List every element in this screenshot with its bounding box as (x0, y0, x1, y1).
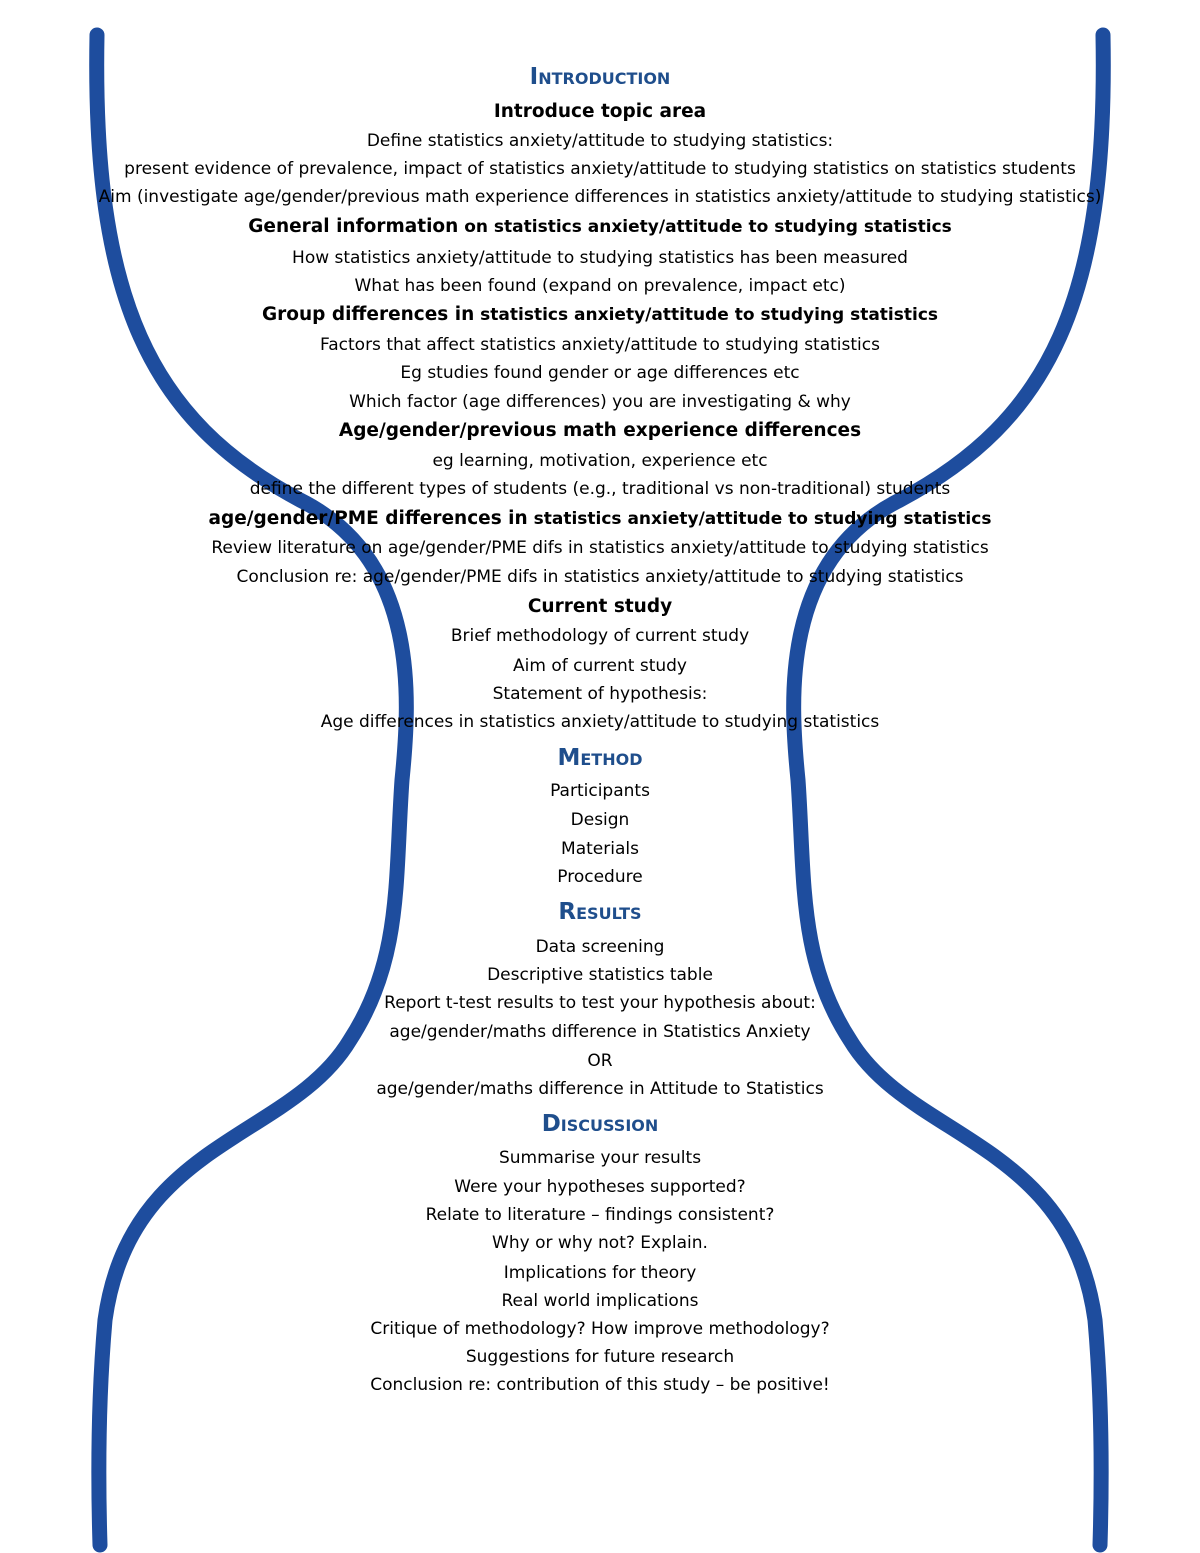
topic-area-heading: Introduce topic area (493, 101, 707, 122)
group-line: Eg studies found gender or age differences etc (400, 363, 800, 383)
method-line: Materials (561, 839, 639, 859)
method-heading: Method (557, 745, 643, 771)
pme-line: Review literature on age/gender/PME difs in statistics anxiety/attitude to studying statistics (211, 538, 989, 558)
group-heading-bold: Group differences in (261, 304, 475, 325)
current-line: Aim of current study (513, 656, 687, 676)
discussion-heading: Discussion (541, 1111, 659, 1137)
age-differences-heading: Age/gender/previous math experience differences (338, 420, 862, 441)
discussion-line: Critique of methodology? How improve methodology? (370, 1319, 830, 1339)
results-line: age/gender/maths difference in Statistics Anxiety (389, 1022, 811, 1042)
group-line: Which factor (age differences) you are investigating & why (349, 392, 851, 412)
topic-line: Define statistics anxiety/attitude to studying statistics: (366, 131, 834, 151)
method-line: Participants (550, 781, 650, 801)
general-heading-bold: General information (248, 216, 459, 237)
group-differences-heading (0, 304, 1200, 326)
results-heading: Results (558, 899, 642, 925)
discussion-line: Relate to literature – findings consistent? (425, 1205, 775, 1225)
results-line: Data screening (535, 937, 665, 957)
general-line: What has been found (expand on prevalence, impact etc) (354, 276, 846, 296)
general-heading-rest: on statistics anxiety/attitude to studying statistics (458, 217, 952, 237)
general-information-heading (0, 216, 1200, 238)
pme-heading-bold: age/gender/PME differences in (208, 508, 528, 529)
discussion-line: Were your hypotheses supported? (454, 1177, 746, 1197)
topic-line: Aim (investigate age/gender/previous math experience differences in statistics anxiety/attitude to studying statistics) (98, 187, 1102, 207)
age-line: eg learning, motivation, experience etc (432, 451, 768, 471)
group-heading-rest: statistics anxiety/attitude to studying statistics (474, 305, 939, 325)
current-study-heading: Current study (527, 596, 673, 617)
results-line: Descriptive statistics table (487, 965, 713, 985)
pme-heading-rest: statistics anxiety/attitude to studying statistics (527, 509, 992, 529)
introduction-heading: Introduction (529, 64, 671, 90)
current-line: Brief methodology of current study (450, 626, 750, 646)
topic-line: present evidence of prevalence, impact of statistics anxiety/attitude to studying statistics on statistics students (124, 159, 1076, 179)
general-line: How statistics anxiety/attitude to studying statistics has been measured (292, 248, 908, 268)
current-line: Age differences in statistics anxiety/attitude to studying statistics (320, 712, 880, 732)
group-line: Factors that affect statistics anxiety/attitude to studying statistics (320, 335, 880, 355)
discussion-line: Real world implications (501, 1291, 699, 1311)
discussion-line: Conclusion re: contribution of this study – be positive! (370, 1375, 830, 1395)
discussion-line: Suggestions for future research (465, 1347, 735, 1367)
results-line: age/gender/maths difference in Attitude to Statistics (376, 1079, 824, 1099)
current-line: Statement of hypothesis: (492, 684, 708, 704)
method-line: Design (570, 810, 630, 830)
results-line: OR (587, 1051, 613, 1071)
pme-line: Conclusion re: age/gender/PME difs in statistics anxiety/attitude to studying statistics (236, 567, 964, 587)
discussion-line: Implications for theory (503, 1263, 697, 1283)
age-line: define the different types of students (e.g., traditional vs non-traditional) students (249, 479, 951, 499)
discussion-line: Why or why not? Explain. (492, 1233, 708, 1253)
discussion-line: Summarise your results (498, 1148, 702, 1168)
pme-differences-heading (0, 508, 1200, 530)
results-line: Report t-test results to test your hypothesis about: (384, 993, 816, 1013)
method-line: Procedure (557, 867, 643, 887)
